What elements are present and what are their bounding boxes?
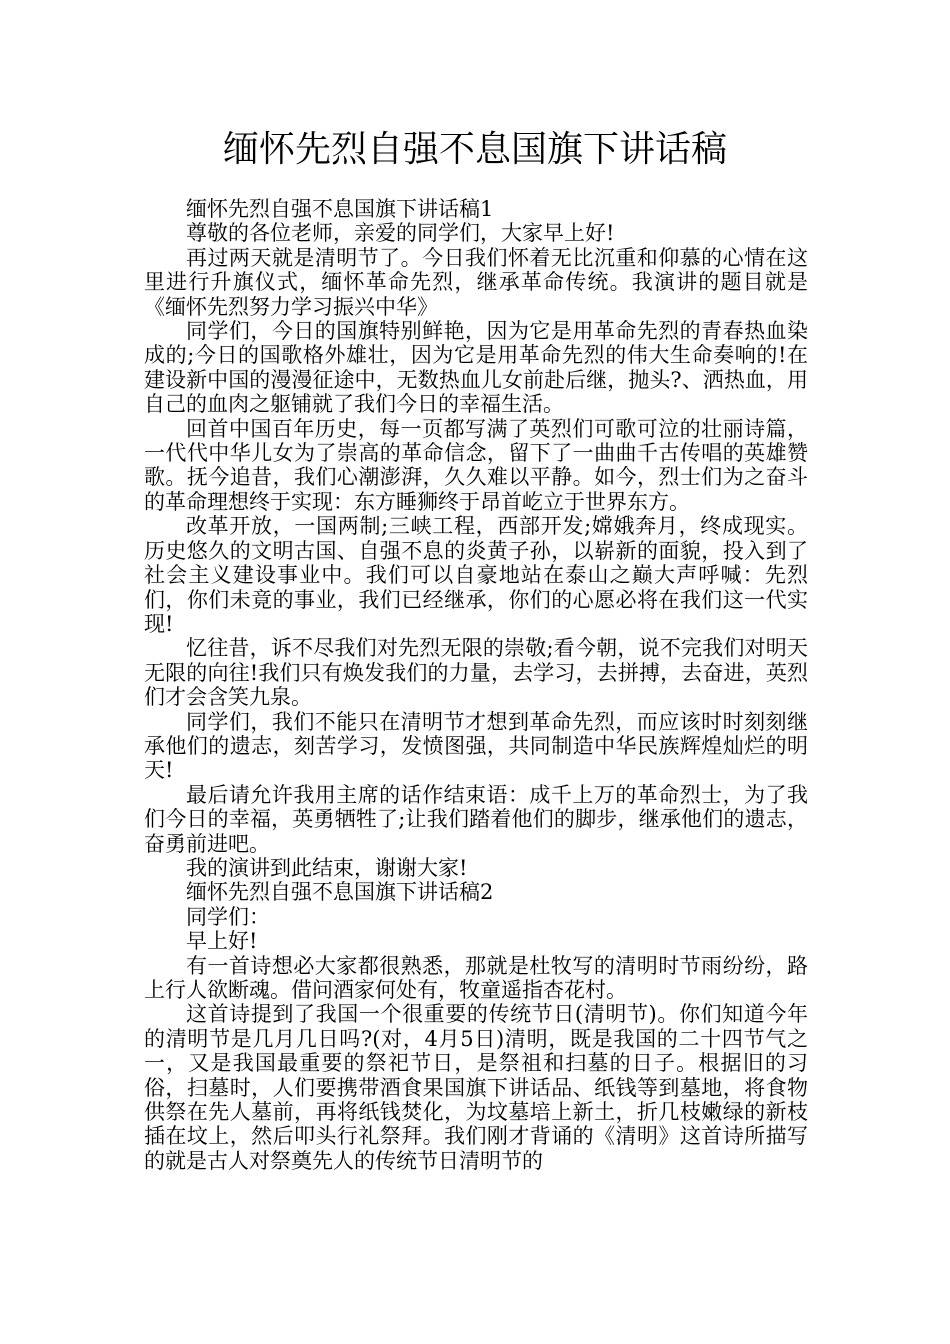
paragraph: 再过两天就是清明节了。今日我们怀着无比沉重和仰慕的心情在这里进行升旗仪式，缅怀革命先烈，继承革命传统。我演讲的题目就是《缅怀先烈努力学习振兴中华》 <box>144 245 808 319</box>
paragraph: 我的演讲到此结束，谢谢大家! <box>186 855 468 880</box>
paragraph: 最后请允许我用主席的话作结束语：成千上万的革命烈士，为了我们今日的幸福，英勇牺牲了;让我们踏着他们的脚步，继承他们的遗志，奋勇前进吧。 <box>144 782 808 856</box>
paragraph: 早上好! <box>186 929 258 954</box>
paragraph: 忆往昔，诉不尽我们对先烈无限的崇敬;看今朝，说不完我们对明天无限的向往!我们只有焕发我们的力量，去学习，去拼搏，去奋进，英烈们才会含笑九泉。 <box>144 636 808 710</box>
paragraph: 同学们，我们不能只在清明节才想到革命先烈，而应该时时刻刻继承他们的遗志，刻苦学习，发愤图强，共同制造中华民族辉煌灿烂的明天! <box>144 709 808 783</box>
paragraph: 有一首诗想必大家都很熟悉，那就是杜牧写的清明时节雨纷纷，路上行人欲断魂。借问酒家何处有，牧童遥指杏花村。 <box>144 953 808 1002</box>
document-body <box>144 197 808 1173</box>
document-title: 缅怀先烈自强不息国旗下讲话稿 <box>222 129 727 170</box>
paragraph: 缅怀先烈自强不息国旗下讲话稿1 <box>186 197 494 221</box>
paragraph: 这首诗提到了我国一个很重要的传统节日(清明节)。你们知道今年的清明节是几月几日吗?(对，4月5日)清明，既是我国的二十四节气之一，又是我国最重要的祭祀节日，是祭祖和扫墓的日子。根据旧的习俗，扫墓时，人们要携带酒食果国旗下讲话品、纸钱等到墓地，将食物供祭在先人墓前，再将纸钱焚化，为坟墓培上新土，折几枝嫩绿的新枝插在坟上，然后叩头行礼祭拜。我们刚才背诵的《清明》这首诗所描写的就是古人对祭奠先人的传统节日清明节的 <box>144 1002 808 1173</box>
paragraph: 改革开放，一国两制;三峡工程，西部开发;嫦娥奔月，终成现实。历史悠久的文明古国、自强不息的炎黄子孙，以崭新的面貌，投入到了社会主义建设事业中。我们可以自豪地站在泰山之巅大声呼喊：先烈们，你们未竟的事业，我们已经继承，你们的心愿必将在我们这一代实现! <box>144 514 808 636</box>
paragraph: 缅怀先烈自强不息国旗下讲话稿2 <box>186 880 494 905</box>
paragraph: 同学们，今日的国旗特别鲜艳，因为它是用革命先烈的青春热血染成的;今日的国歌格外雄壮，因为它是用革命先烈的伟大生命奏响的!在建设新中国的漫漫征途中，无数热血儿女前赴后继，抛头?、洒热血，用自己的血肉之躯铺就了我们今日的幸福生活。 <box>144 319 808 417</box>
paragraph: 尊敬的各位老师，亲爱的同学们，大家早上好! <box>186 221 615 246</box>
paragraph: 同学们： <box>186 904 270 929</box>
paragraph: 回首中国百年历史，每一页都写满了英烈们可歌可泣的壮丽诗篇，一代代中华儿女为了崇高的革命信念，留下了一曲曲千古传唱的英雄赞歌。抚今追昔，我们心潮澎湃，久久难以平静。如今，烈士们为之奋斗的革命理想终于实现：东方睡狮终于昂首屹立于世界东方。 <box>144 416 808 514</box>
